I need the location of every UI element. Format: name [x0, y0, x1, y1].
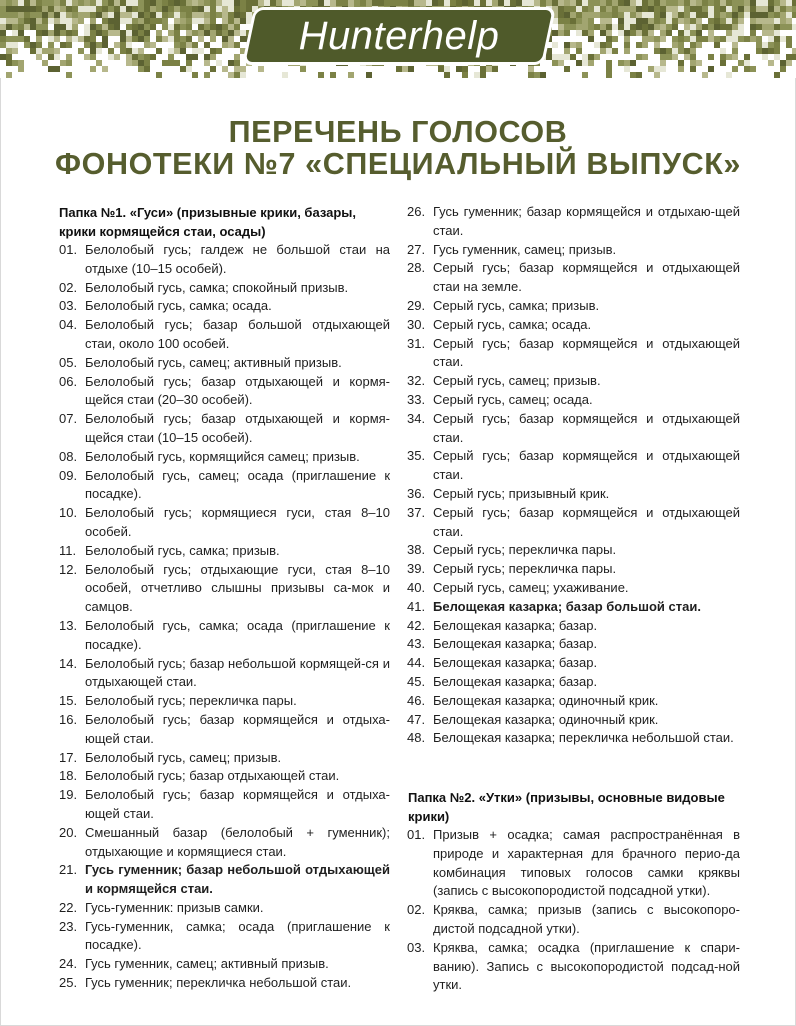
item-number: 12.	[59, 561, 78, 577]
item-number: 14.	[59, 655, 78, 671]
list-item	[59, 767, 390, 786]
list-item	[59, 410, 390, 448]
list-item	[407, 391, 740, 410]
item-number: 33.	[407, 391, 426, 407]
item-text: Гусь гуменник, самец; активный призыв.	[85, 956, 329, 972]
list-item	[407, 372, 740, 391]
list-item	[407, 579, 740, 598]
item-number: 06.	[59, 373, 78, 389]
item-number: 05.	[59, 354, 78, 370]
item-number: 48.	[407, 730, 426, 746]
item-text: Серый гусь, самка; призыв.	[433, 297, 600, 313]
list-item	[407, 654, 740, 673]
item-text: Призыв + осадка; самая распространённая в природе и характерная для брачного перио-да комбинация типовых голосов самки кряквы (запись с высокопородистой подсадной утки).	[433, 827, 740, 899]
item-number: 22.	[59, 899, 78, 915]
page-title-line-2: ФОНОТЕКИ №7 «СПЕЦИАЛЬНЫЙ ВЫПУСК»	[55, 147, 741, 181]
item-number: 46.	[407, 692, 426, 708]
list-item	[407, 335, 740, 373]
list-item	[59, 786, 390, 824]
item-text: Гусь гуменник; перекличка небольшой стаи.	[85, 975, 352, 991]
item-text: Серый гусь; базар кормящейся и отдыхающей стаи.	[433, 448, 740, 483]
item-number: 29.	[407, 297, 426, 313]
item-text: Смешанный базар (белолобый + гуменник); отдыхающие и кормящиеся стаи.	[85, 824, 390, 859]
item-number: 36.	[407, 485, 426, 501]
item-number: 35.	[407, 448, 426, 464]
item-number: 27.	[407, 241, 426, 257]
page-title-line-1: ПЕРЕЧЕНЬ ГОЛОСОВ	[228, 115, 568, 149]
item-text: Белолобый гусь; базар большой отдыхающей стаи, около 100 особей.	[85, 317, 390, 351]
item-number: 02.	[407, 902, 426, 918]
folder-1-heading: Папка №1. «Гуси» (призывные крики, базары, крики кормящейся стаи, осады)	[59, 205, 357, 239]
logo-text: Hunterhelp	[298, 14, 500, 58]
item-text: Белолобый гусь, самка; призыв.	[85, 542, 280, 558]
item-number: 45.	[407, 673, 426, 689]
list-item	[407, 617, 740, 636]
item-text: Серый гусь; базар кормящейся и отдыхающей стаи на земле.	[433, 260, 740, 295]
list-item	[59, 504, 390, 542]
folder-1-list-right	[407, 203, 740, 748]
item-number: 44.	[407, 655, 426, 671]
list-item	[59, 279, 390, 298]
list-item	[59, 918, 390, 956]
list-item	[59, 542, 390, 561]
item-text: Серый гусь; базар кормящейся и отдыхающей стаи.	[433, 410, 740, 445]
list-item	[59, 974, 390, 993]
list-item	[59, 297, 390, 316]
item-number: 39.	[407, 561, 426, 577]
item-text: Гусь гуменник, самец; призыв.	[433, 241, 617, 257]
item-text: Белолобый гусь, кормящийся самец; призыв.	[85, 448, 360, 464]
item-number: 09.	[59, 467, 78, 483]
item-number: 43.	[407, 636, 426, 652]
list-item	[407, 729, 740, 748]
list-item	[59, 561, 390, 617]
item-number: 41.	[407, 598, 426, 614]
item-text: Белолобый гусь; базар кормящейся и отдыха-ющей стаи.	[85, 787, 390, 821]
list-item	[407, 297, 740, 316]
list-item	[407, 447, 740, 485]
list-item	[407, 241, 740, 260]
item-number: 28.	[407, 260, 426, 276]
item-text: Белолобый гусь, самец; активный призыв.	[85, 354, 342, 370]
folder-1-list-left	[59, 241, 390, 993]
item-number: 08.	[59, 448, 78, 464]
list-item	[59, 354, 390, 373]
list-item	[407, 504, 740, 542]
item-text: Серый гусь; призывный крик.	[433, 485, 610, 501]
item-number: 26.	[407, 204, 426, 219]
list-item	[407, 673, 740, 692]
item-text: Белолобый гусь, самка; спокойный призыв.	[85, 279, 349, 295]
item-number: 30.	[407, 316, 426, 332]
list-item	[59, 373, 390, 411]
list-item	[59, 692, 390, 711]
item-number: 15.	[59, 693, 78, 709]
list-item	[59, 467, 390, 505]
item-text: Белощекая казарка; базар.	[433, 655, 598, 671]
item-text: Гусь гуменник; базар небольшой отдыхающей и кормящейся стаи.	[85, 862, 390, 897]
item-text: Белолобый гусь, самец; призыв.	[85, 749, 282, 765]
list-item	[407, 711, 740, 730]
item-text: Белощекая казарка; одиночный крик.	[433, 692, 659, 708]
list-item	[59, 316, 390, 354]
item-text: Белощекая казарка; базар большой стаи.	[433, 598, 701, 614]
item-text: Белощекая казарка; перекличка небольшой стаи.	[433, 730, 734, 746]
item-text: Белощекая казарка; базар.	[433, 617, 598, 633]
list-item	[407, 485, 740, 504]
list-item	[59, 241, 390, 279]
item-text: Белолобый гусь; перекличка пары.	[85, 693, 297, 709]
item-number: 07.	[59, 411, 78, 427]
item-number: 37.	[407, 504, 426, 520]
item-number: 10.	[59, 505, 78, 521]
item-number: 01.	[59, 242, 78, 257]
list-item	[407, 203, 740, 241]
item-number: 13.	[59, 617, 78, 633]
item-text: Белолобый гусь; отдыхающие гуси, стая 8–10 особей, отчетливо слышны призывы са-мок и самцов.	[85, 561, 390, 615]
hunterhelp-logo[interactable]	[248, 7, 550, 65]
item-text: Белощекая казарка; одиночный крик.	[433, 711, 659, 727]
item-text: Белолобый гусь; кормящиеся гуси, стая 8–10 особей.	[85, 505, 390, 539]
item-text: Белолобый гусь; базар кормящейся и отдыха-ющей стаи.	[85, 711, 390, 746]
list-item	[59, 655, 390, 693]
list-item	[59, 824, 390, 862]
item-number: 23.	[59, 918, 78, 934]
list-item	[407, 692, 740, 711]
list-item	[407, 316, 740, 335]
item-number: 40.	[407, 579, 426, 595]
item-number: 38.	[407, 542, 426, 558]
item-text: Белощекая казарка; базар.	[433, 636, 598, 652]
item-text: Белощекая казарка; базар.	[433, 673, 598, 689]
list-item	[407, 901, 740, 939]
list-item	[407, 410, 740, 448]
item-number: 01.	[407, 827, 426, 842]
item-text: Белолобый гусь; базар небольшой кормящей-ся и отдыхающей стаи.	[85, 655, 390, 690]
item-text: Серый гусь, самка; осада.	[433, 316, 592, 332]
folder-2-list	[407, 826, 740, 995]
list-item	[59, 861, 390, 899]
item-text: Белолобый гусь, самка; осада (приглашение к посадке).	[85, 617, 390, 652]
item-text: Серый гусь, самец; ухаживание.	[433, 579, 629, 595]
list-item	[59, 617, 390, 655]
list-item	[407, 259, 740, 297]
list-item	[59, 899, 390, 918]
item-text: Белолобый гусь; базар отдыхающей стаи.	[85, 768, 340, 784]
item-number: 11.	[59, 542, 77, 558]
list-item	[407, 541, 740, 560]
item-number: 02.	[59, 279, 78, 295]
item-number: 21.	[59, 862, 78, 878]
list-item	[59, 955, 390, 974]
item-text: Белолобый гусь, самка; осада.	[85, 298, 272, 314]
item-number: 31.	[407, 335, 426, 351]
item-text: Кряква, самка; призыв (запись с высокопоро-дистой подсадной утки).	[433, 902, 740, 936]
item-number: 04.	[59, 317, 78, 333]
item-number: 16.	[59, 711, 78, 727]
item-text: Серый гусь; перекличка пары.	[433, 561, 617, 577]
item-number: 32.	[407, 373, 426, 389]
list-item	[407, 560, 740, 579]
item-number: 42.	[407, 617, 426, 633]
item-text: Белолобый гусь; базар отдыхающей и кормя-щейся стаи (10–15 особей).	[85, 411, 390, 445]
item-number: 20.	[59, 824, 78, 840]
item-text: Серый гусь; базар кормящейся и отдыхающей стаи.	[433, 335, 740, 370]
item-number: 34.	[407, 410, 426, 426]
item-number: 24.	[59, 956, 78, 972]
item-number: 03.	[407, 939, 426, 955]
item-text: Серый гусь; перекличка пары.	[433, 542, 617, 558]
folder-2-heading: Папка №2. «Утки» (призывы, основные видовые крики)	[408, 790, 725, 824]
list-item	[407, 939, 740, 995]
item-text: Кряква, самка; осадка (приглашение к спари-ванию). Запись с высокопородистой подсад-ной утки.	[433, 939, 740, 993]
item-number: 18.	[59, 768, 78, 784]
list-item	[407, 635, 740, 654]
item-number: 19.	[59, 787, 78, 803]
list-item	[407, 598, 740, 617]
item-text: Серый гусь, самец; призыв.	[433, 373, 601, 389]
item-text: Гусь-гуменник: призыв самки.	[85, 899, 264, 915]
list-item	[59, 711, 390, 749]
item-number: 25.	[59, 975, 78, 991]
list-item	[59, 749, 390, 768]
item-number: 03.	[59, 298, 78, 314]
item-number: 47.	[407, 711, 426, 727]
item-text: Серый гусь; базар кормящейся и отдыхающей стаи.	[433, 504, 740, 539]
item-number: 17.	[59, 749, 78, 765]
list-item	[59, 448, 390, 467]
item-text: Белолобый гусь, самец; осада (приглашение к посадке).	[85, 467, 390, 502]
item-text: Белолобый гусь; галдеж не большой стаи на отдыхе (10–15 особей).	[85, 242, 390, 276]
item-text: Гусь гуменник; базар кормящейся и отдыхаю-щей стаи.	[433, 204, 740, 238]
item-text: Гусь-гуменник, самка; осада (приглашение к посадке).	[85, 918, 390, 953]
item-text: Белолобый гусь; базар отдыхающей и кормя-щейся стаи (20–30 особей).	[85, 373, 390, 408]
item-text: Серый гусь, самец; осада.	[433, 391, 593, 407]
list-item	[407, 826, 740, 901]
